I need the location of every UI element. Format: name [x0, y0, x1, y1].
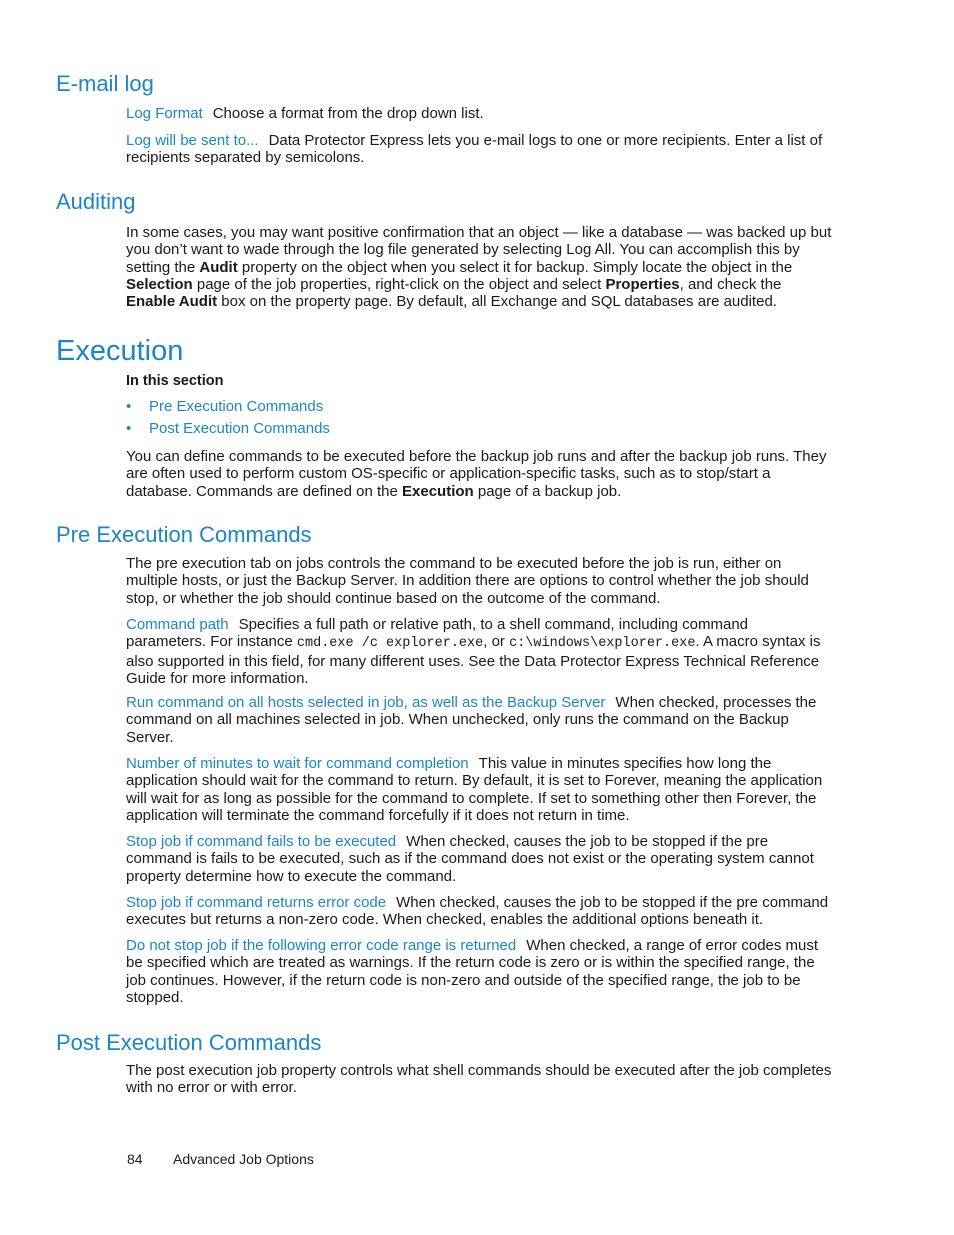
section-link-post-label: Post Execution Commands — [149, 420, 330, 437]
in-this-section-label: In this section — [126, 373, 224, 389]
minutes-wait-desc: This value in minutes specifies how long the application should wait for the command to return. By default, it is set to Forever, meaning the application will wait for as long as possible for the command to complete. If set to something other then Forever, the application will terminate the command forcefully if it does not return in time. — [126, 755, 823, 824]
execution-heading: Execution — [56, 335, 184, 367]
auditing-text-3: page of the job properties, right-click on the object and select — [192, 275, 606, 293]
pre-execution-heading: Pre Execution Commands — [56, 522, 312, 547]
section-links-list — [126, 396, 330, 440]
auditing-text-2: property on the object when you select it for backup. Simply locate the object in the — [237, 258, 793, 276]
execution-bold: Execution — [402, 482, 474, 500]
auditing-bold-audit: Audit — [199, 258, 238, 276]
bullet-icon: • — [126, 420, 132, 437]
log-sent-term: Log will be sent to... — [126, 132, 259, 149]
stop-error-term: Stop job if command returns error code — [126, 894, 387, 911]
log-format-desc: Choose a format from the drop down list. — [212, 105, 484, 122]
email-log-heading: E-mail log — [56, 71, 154, 96]
stop-fail-paragraph — [126, 833, 832, 885]
pre-intro-paragraph: The pre execution tab on jobs controls the command to be executed before the job is run, either on multiple hosts, or just the Backup Server. In addition there are options to control whether the job should stop, or whether the job should continue based on the outcome of the command. — [126, 555, 809, 607]
auditing-bold-selection: Selection — [126, 275, 193, 293]
page-footer — [127, 1151, 314, 1167]
log-sent-paragraph — [126, 132, 832, 167]
error-range-paragraph — [126, 937, 832, 1006]
section-link-post[interactable] — [126, 418, 330, 440]
error-range-term: Do not stop job if the following error code range is returned — [126, 937, 517, 954]
command-path-text-1: Specifies a full path or relative path, to a shell command, including command parameters. For instance — [126, 616, 748, 651]
execution-text-2: page of a backup job. — [473, 482, 622, 500]
auditing-bold-enable-audit: Enable Audit — [126, 293, 218, 311]
stop-error-desc: When checked, causes the job to be stopped if the pre command executes but returns a non-zero code. When checked, enables the additional options beneath it. — [126, 894, 829, 929]
stop-fail-desc: When checked, causes the job to be stopped if the pre command is fails to be executed, such as if the command does not exist or the operating system cannot property determine how to execute the command. — [126, 833, 814, 885]
auditing-text-5: box on the property page. By default, all Exchange and SQL databases are audited. — [217, 293, 777, 311]
section-link-pre-label: Pre Execution Commands — [149, 398, 324, 415]
command-path-text-2: , or — [483, 633, 510, 651]
command-path-term: Command path — [126, 616, 229, 633]
auditing-text-4: , and check the — [679, 275, 782, 293]
post-intro-paragraph: The post execution job property controls what shell commands should be executed after the job completes with no error or with error. — [126, 1062, 832, 1097]
command-path-text-3: . A macro syntax is also supported in this field, for many different uses. See the Data Protector Express Technical Reference Guide for more information. — [126, 633, 821, 687]
auditing-bold-properties: Properties — [605, 275, 680, 293]
execution-paragraph — [126, 448, 832, 500]
minutes-wait-term: Number of minutes to wait for command completion — [126, 755, 469, 772]
log-format-paragraph — [126, 105, 832, 122]
auditing-heading: Auditing — [56, 189, 136, 214]
stop-fail-term: Stop job if command fails to be executed — [126, 833, 397, 850]
stop-error-paragraph — [126, 894, 832, 929]
run-command-desc: When checked, processes the command on all machines selected in job. When unchecked, only runs the command on the Backup Server. — [126, 694, 817, 746]
log-sent-desc: Data Protector Express lets you e-mail logs to one or more recipients. Enter a list of recipients separated by semicolons. — [126, 132, 823, 167]
command-example-1: cmd.exe /c explorer.exe — [296, 636, 484, 652]
bullet-icon: • — [126, 398, 132, 415]
command-example-2: c:\windows\explorer.exe — [509, 636, 696, 652]
post-execution-heading: Post Execution Commands — [56, 1030, 322, 1055]
error-range-desc: When checked, a range of error codes must be specified which are treated as warnings. If the return code is zero or is within the specified range, the job continues. However, if the return code is non-zero and outside of the specified range, the job to be stopped. — [126, 937, 819, 1006]
page-number: 84 — [127, 1151, 143, 1167]
chapter-title: Advanced Job Options — [173, 1151, 314, 1167]
command-path-paragraph — [126, 616, 832, 687]
section-link-pre[interactable] — [126, 396, 330, 418]
auditing-text-1: In some cases, you may want positive confirmation that an object — like a database — was backed up but you don’t want to wade through the log file generated by selecting Log All. You can accomplish this by setting the — [126, 224, 832, 276]
run-command-paragraph — [126, 694, 832, 746]
log-format-term: Log Format — [126, 105, 203, 122]
execution-text-1: You can define commands to be executed before the backup job runs and after the backup job runs. They are often used to perform custom OS-specific or application-specific tasks, such as to stop/start a database. Commands are defined on the — [126, 448, 827, 500]
run-command-term: Run command on all hosts selected in job, as well as the Backup Server — [126, 694, 606, 711]
minutes-wait-paragraph — [126, 755, 832, 824]
auditing-paragraph — [126, 224, 832, 310]
